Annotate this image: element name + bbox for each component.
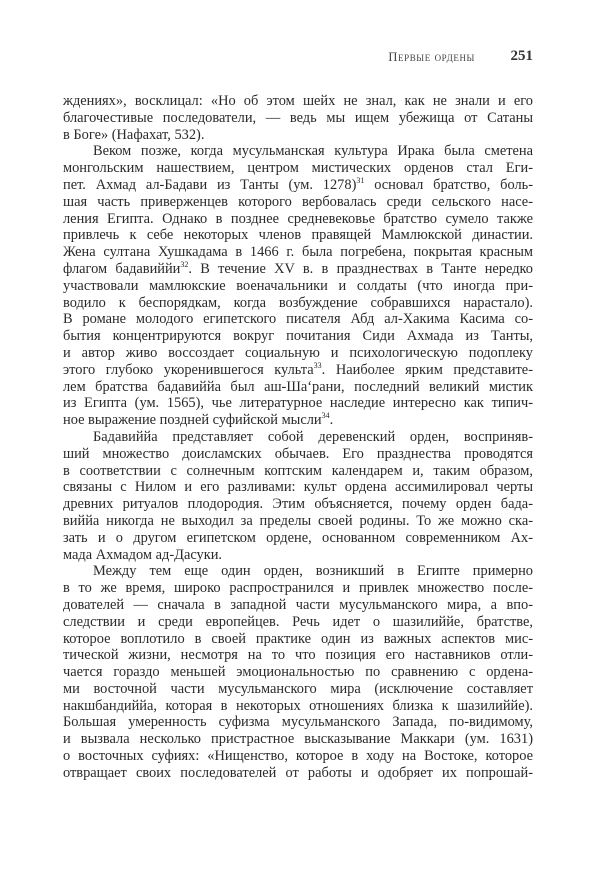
text-line	[63, 463, 533, 480]
text-segment: флагом бадавиййи	[63, 260, 181, 277]
text-line	[63, 748, 533, 765]
text-segment: из Египта (ум. 1565), чье литературное наследие интересно как типич-	[63, 395, 533, 412]
text-segment: мада Ахмадом ад-Дасуки.	[63, 546, 223, 563]
text-line	[63, 664, 533, 681]
text-line	[63, 647, 533, 664]
text-segment: . Наиболее ярким представите-	[321, 361, 533, 378]
text-line	[63, 127, 533, 144]
text-line	[63, 714, 533, 731]
text-segment: чается гораздо меньшей эмоциональностью по сравнению с ордена-	[63, 664, 533, 681]
text-segment: привлечь к себе некоторых членов правящей Мамлюкской династии.	[63, 227, 533, 244]
text-segment: этого глубоко укоренившегося культа	[63, 361, 314, 378]
text-segment: ми восточной части мусульманского мира (исключение составляет	[63, 680, 533, 697]
footnote-ref: 34	[321, 411, 330, 421]
text-segment: основал братство, боль-	[364, 176, 533, 193]
text-line	[63, 143, 533, 160]
text-segment: которое воплотило в своей практике один из важных аспектов мис-	[63, 630, 533, 647]
body-text	[63, 93, 533, 782]
text-line	[63, 194, 533, 211]
text-line	[63, 160, 533, 177]
text-line	[63, 395, 533, 412]
text-segment: ший множество доисламских обычаев. Его празднества проводятся	[63, 445, 533, 462]
text-segment: бытия концентрируются вокруг почитания Сиди Ахмада из Танты,	[63, 328, 533, 345]
text-line	[63, 698, 533, 715]
text-line	[63, 513, 533, 530]
running-head	[63, 48, 533, 68]
text-segment: Бадавиййа представляет собой деревенский орден, восприняв-	[93, 428, 533, 445]
text-segment: лем братства бадавиййа был аш-Ша‘рани, последний великий мистик	[63, 378, 533, 395]
text-segment: следствии и среди европейцев. Речь идет о шазилиййе, братстве,	[63, 613, 533, 630]
text-segment: ное выражение поздней суфийской мысли	[63, 412, 322, 429]
text-line	[63, 295, 533, 312]
text-line	[63, 261, 533, 278]
footnote-ref: 31	[356, 175, 365, 185]
text-line	[63, 631, 533, 648]
text-line	[63, 681, 533, 698]
text-line	[63, 278, 533, 295]
text-segment: монгольским нашествием, центром мистических орденов стал Еги-	[63, 160, 533, 177]
text-segment: пет. Ахмад ал-Бадави из Танты (ум. 1278)	[63, 176, 357, 193]
text-segment: водило к беспорядкам, когда возбуждение собравшихся нарастало).	[63, 294, 533, 311]
text-line	[63, 345, 533, 362]
text-line	[63, 429, 533, 446]
text-line	[63, 597, 533, 614]
text-segment: и автор живо воссоздает социальную и психологическую подоплеку	[63, 344, 533, 361]
text-segment: дователей — сначала в западной части мусульманского мира, а впо-	[63, 596, 533, 613]
text-line	[63, 379, 533, 396]
text-segment: Большая умеренность суфизма мусульманского Запада, по-видимому,	[63, 714, 533, 731]
text-segment: о восточных суфиях: «Нищенство, которое в ходу на Востоке, которое	[63, 748, 533, 765]
text-line	[63, 311, 533, 328]
text-segment: накшбандиййа, которая в некоторых отношениях близка к шазилиййе).	[63, 697, 533, 714]
text-segment: Веком позже, когда мусульманская культура Ирака была сметена	[93, 143, 533, 160]
text-segment: и вызвала несколько пристрастное высказывание Маккари (ум. 1631)	[63, 731, 533, 748]
text-segment: В романе молодого египетского писателя Абд ал-Хакима Касима со-	[63, 311, 533, 328]
text-line	[63, 580, 533, 597]
text-line	[63, 547, 533, 564]
text-line	[63, 110, 533, 127]
text-segment: Между тем еще один орден, возникший в Египте примерно	[93, 563, 533, 580]
text-segment: древних ритуалов плодородия. Этим объясняется, почему орден бада-	[63, 496, 533, 513]
text-segment: отвращает своих последователей от работы и одобряет их попрошай-	[63, 764, 533, 781]
text-segment: участвовали мамлюкские военачальники и солдаты (что иногда при-	[63, 277, 533, 294]
text-line	[63, 496, 533, 513]
text-segment: . В течение XV в. в празднествах в Танте нередко	[188, 260, 533, 277]
text-segment: ждениях», восклицал: «Но об этом шейх не знал, как не знали и его	[63, 93, 533, 109]
text-segment: ления Египта. Однако в позднее средневековье братство сумело также	[63, 210, 533, 227]
text-segment: тической жизни, несмотря на то что позиция его наставников отли-	[63, 647, 533, 664]
text-line	[63, 446, 533, 463]
text-segment: Жена султана Хушкадама в 1466 г. была погребена, покрытая красным	[63, 244, 533, 261]
text-line	[63, 731, 533, 748]
page-number: 251	[510, 48, 533, 64]
text-line	[63, 479, 533, 496]
text-segment: виййа никогда не выходил за пределы своей родины. То же можно ска-	[63, 512, 533, 529]
text-line	[63, 211, 533, 228]
text-segment: зать и о другом египетском ордене, основанном современником Ах-	[63, 529, 533, 546]
text-line	[63, 244, 533, 261]
running-head-title: Первые ордены	[388, 50, 475, 64]
text-line	[63, 362, 533, 379]
text-line	[63, 614, 533, 631]
text-segment: в то же время, широко распространился и привлек множество после-	[63, 580, 533, 597]
text-line	[63, 530, 533, 547]
text-line	[63, 227, 533, 244]
footnote-ref: 33	[313, 360, 322, 370]
text-segment: шая часть приверженцев которого вербовалась среди сельского насе-	[63, 193, 533, 210]
text-segment: .	[329, 412, 334, 429]
text-segment: в Боге» (Нафахат, 532).	[63, 126, 205, 143]
text-segment: благочестивые последователи, — ведь мы ищем убежища от Сатаны	[63, 109, 533, 126]
text-line	[63, 177, 533, 194]
text-segment: связаны с Нилом и его разливами: культ ордена ассимилировал черты	[63, 479, 533, 496]
text-line	[63, 563, 533, 580]
text-line	[63, 412, 533, 429]
text-line	[63, 93, 533, 110]
text-segment: в соответствии с солнечным коптским календарем и, таким образом,	[63, 462, 533, 479]
text-line	[63, 328, 533, 345]
text-line	[63, 765, 533, 782]
footnote-ref: 32	[180, 259, 189, 269]
